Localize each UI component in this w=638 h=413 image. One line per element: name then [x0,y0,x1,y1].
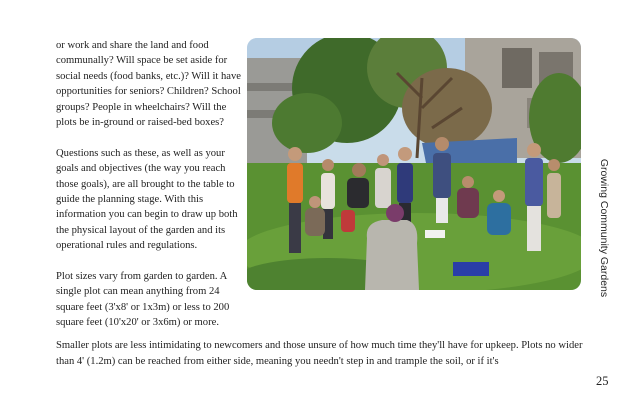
left-text-column [56,38,242,346]
paragraph-questions: or work and share the land and food communally? Will space be set aside for social needs (food banks, etc.)? Will it have opportunities for seniors? Children? School groups? People in wheelchairs? Will the plots be in-ground or raised-bed boxes? [56,40,242,129]
running-title: Growing Community Gardens [598,158,610,298]
bottom-paragraph: Smaller plots are less intimidating to newcomers and those unsure of how much time they'll have for upkeep. Plots no wider than 4' (1.2m) can be reached from either side, meaning you needn't step in and trample the soil, or if it's [56,340,583,367]
paragraph-plot-sizes: Plot sizes vary from garden to garden. A single plot can mean anything from 24 square feet (3'x8' or 1x3m) or less to 200 square feet (10'x20' or 3x6m) or more. [56,271,230,329]
page-number: 25 [596,374,609,388]
paragraph-planning: Questions such as these, as well as your goals and objectives (the way you reach those goals), are all brought to the table to guide the planning stage. With this information you can begin to draw up both the physical layout of the garden and its operational rules and regulations. [56,147,238,252]
garden-meeting-photo [247,38,581,290]
